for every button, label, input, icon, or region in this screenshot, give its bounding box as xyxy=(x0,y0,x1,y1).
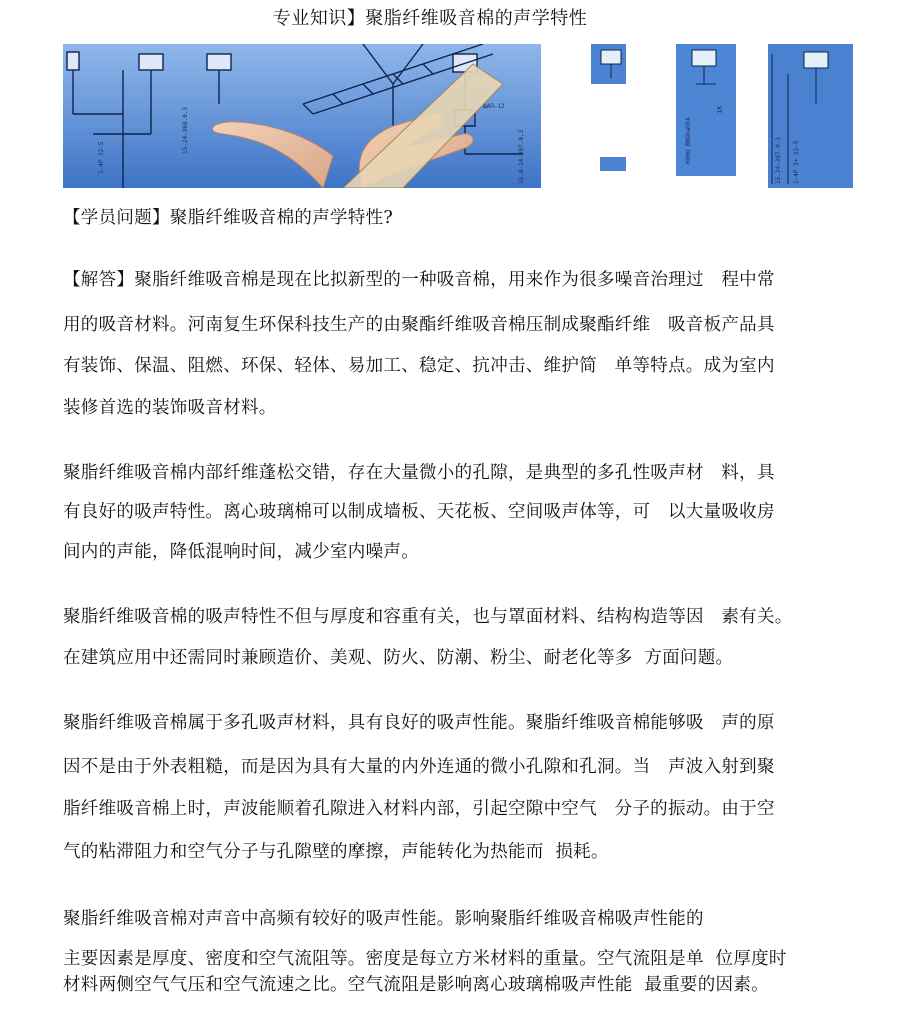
svg-text:1-4P 3+ 32-5: 1-4P 3+ 32-5 xyxy=(793,140,800,184)
text-line: 主要因素是厚度、密度和空气流阻等。密度是每立方米材料的重量。空气流阻是单 位厚度时 xyxy=(63,949,787,969)
text-line: 聚脂纤维吸音棉对声音中高频有较好的吸声性能。影响聚脂纤维吸音棉吸声性能的 xyxy=(63,909,704,929)
text-line: 脂纤维吸音棉上时，声波能顺着孔隙进入材料内部，引起空隙中空气 分子的振动。由于空 xyxy=(63,799,775,819)
text-line: 有良好的吸声特性。离心玻璃棉可以制成墙板、天花板、空间吸声体等，可 以大量吸收房 xyxy=(63,502,775,522)
svg-text:HOHQ BNOhahhk: HOHQ BNOhahhk xyxy=(685,117,692,164)
text-line: 材料两侧空气气压和空气流速之比。空气流阻是影响离心玻璃棉吸声性能 最重要的因素。 xyxy=(63,975,769,995)
document-header: 专业知识】聚脂纤维吸音棉的声学特性 xyxy=(272,8,588,29)
svg-text:15.24-397.0.3: 15.24-397.0.3 xyxy=(775,137,782,184)
svg-text:15-24-368.0.3: 15-24-368.0.3 xyxy=(182,107,189,154)
text-line: 【解答】聚脂纤维吸音棉是现在比拟新型的一种吸音棉，用来作为很多噪音治理过 程中常 xyxy=(63,270,775,290)
text-line: 聚脂纤维吸音棉内部纤维蓬松交错，存在大量微小的孔隙，是典型的多孔性吸声材 料，具 xyxy=(63,463,775,483)
text-line: 气的粘滞阻力和空气分子与孔隙壁的摩擦，声能转化为热能而 损耗。 xyxy=(63,842,609,862)
svg-text:15.8-24-307.0.3: 15.8-24-307.0.3 xyxy=(518,129,525,184)
question-line: 【学员问题】聚脂纤维吸音棉的声学特性? xyxy=(63,208,394,228)
text-line: 有装饰、保温、阻燃、环保、轻体、易加工、稳定、抗冲击、维护简 单等特点。成为室内 xyxy=(63,356,775,376)
text-line: 因不是由于外表粗糙，而是因为具有大量的内外连通的微小孔隙和孔洞。当 声波入射到聚 xyxy=(63,757,775,777)
text-line: 聚脂纤维吸音棉的吸声特性不但与厚度和容重有关，也与罩面材料、结构构造等因 素有关。 xyxy=(63,607,793,627)
text-line: 聚脂纤维吸音棉属于多孔吸声材料，具有良好的吸声性能。聚脂纤维吸音棉能够吸 声的原 xyxy=(63,713,775,733)
blueprint-label: ЩАП-12 xyxy=(483,103,505,110)
blueprint-fragment-icon xyxy=(591,44,626,84)
blueprint-illustration xyxy=(63,44,541,188)
blueprint-fragment-2 xyxy=(600,157,626,171)
blueprint-fragment-4 xyxy=(768,44,853,188)
blueprint-fragment-icon xyxy=(676,44,736,176)
blueprint-fragment-icon xyxy=(768,44,853,188)
text-line: 在建筑应用中还需同时兼顾造价、美观、防火、防潮、粉尘、耐老化等多 方面问题。 xyxy=(63,648,734,668)
blueprint-fragment-1 xyxy=(591,44,626,84)
text-line: 装修首选的装饰吸音材料。 xyxy=(63,398,277,418)
svg-text:1-4P 32-5: 1-4P 32-5 xyxy=(98,141,105,174)
blueprint-label: 1К xyxy=(716,105,724,114)
text-line: 间内的声能，降低混响时间，减少室内噪声。 xyxy=(63,542,419,562)
text-line: 用的吸音材料。河南复生环保科技生产的由聚酯纤维吸音棉压制成聚酯纤维 吸音板产品具 xyxy=(63,315,775,335)
construction-blueprint-banner xyxy=(63,44,541,188)
blueprint-fragment-3 xyxy=(676,44,736,176)
